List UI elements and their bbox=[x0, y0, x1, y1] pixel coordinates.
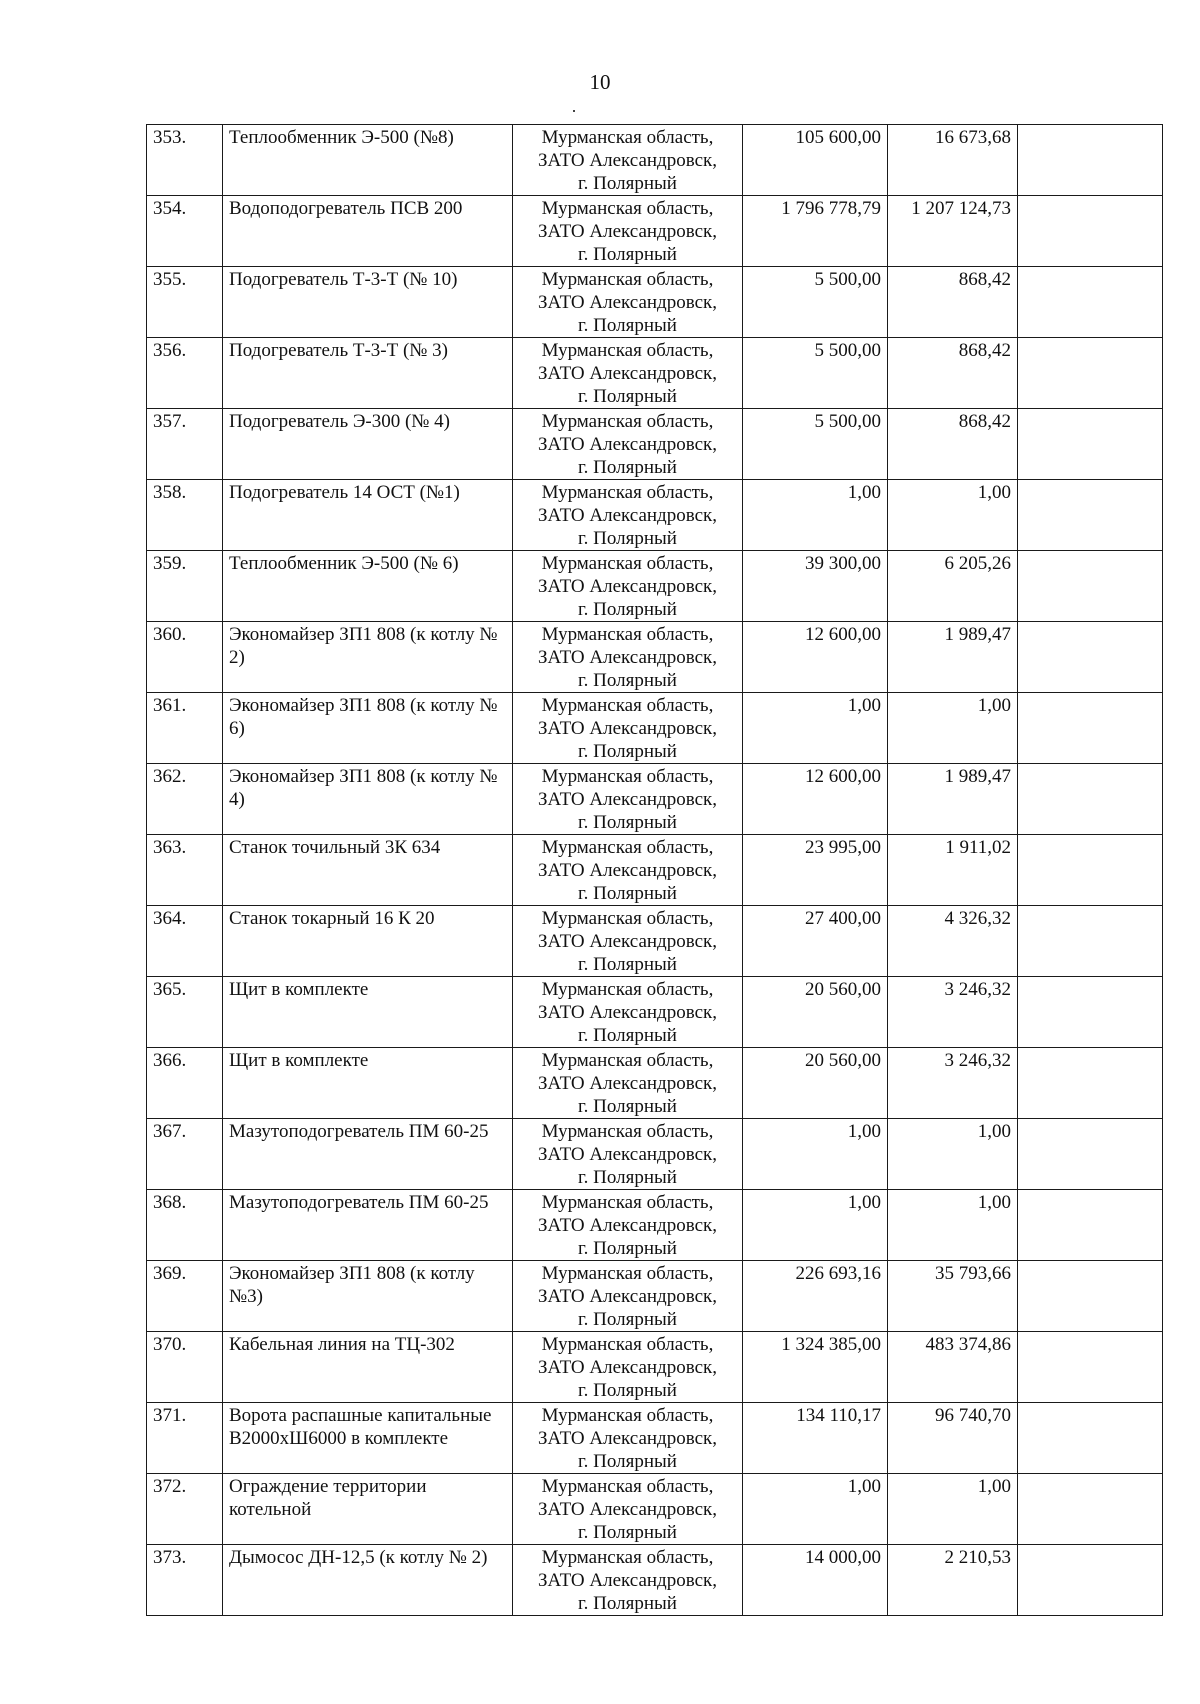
table-row bbox=[147, 409, 1163, 480]
row-number: 372. bbox=[147, 1474, 223, 1545]
address-line: Мурманская область, bbox=[541, 1334, 714, 1355]
row-number: 356. bbox=[147, 338, 223, 409]
note-cell bbox=[1018, 1190, 1163, 1261]
item-address bbox=[513, 906, 743, 977]
table-row bbox=[147, 1474, 1163, 1545]
scan-mark bbox=[573, 110, 575, 112]
row-number: 360. bbox=[147, 622, 223, 693]
address-line: г. Полярный bbox=[578, 457, 677, 478]
address-line: ЗАТО Александровск, bbox=[538, 1357, 717, 1378]
address-line: ЗАТО Александровск, bbox=[538, 860, 717, 881]
address-line: Мурманская область, bbox=[541, 1192, 714, 1213]
table-row bbox=[147, 1261, 1163, 1332]
item-address bbox=[513, 1332, 743, 1403]
item-address bbox=[513, 835, 743, 906]
table-row bbox=[147, 267, 1163, 338]
book-value: 12 600,00 bbox=[743, 622, 888, 693]
address-line: ЗАТО Александровск, bbox=[538, 1002, 717, 1023]
address-line: Мурманская область, bbox=[541, 1263, 714, 1284]
row-number: 355. bbox=[147, 267, 223, 338]
row-number: 358. bbox=[147, 480, 223, 551]
row-number: 361. bbox=[147, 693, 223, 764]
item-name: Ворота распашные капитальные В2000хШ6000 в комплекте bbox=[223, 1403, 513, 1474]
book-value: 5 500,00 bbox=[743, 409, 888, 480]
table-row bbox=[147, 551, 1163, 622]
item-name: Подогреватель Т-3-Т (№ 3) bbox=[223, 338, 513, 409]
address-line: г. Полярный bbox=[578, 173, 677, 194]
address-line: ЗАТО Александровск, bbox=[538, 1499, 717, 1520]
residual-value: 868,42 bbox=[888, 409, 1018, 480]
address-line: ЗАТО Александровск, bbox=[538, 150, 717, 171]
residual-value: 6 205,26 bbox=[888, 551, 1018, 622]
row-number: 370. bbox=[147, 1332, 223, 1403]
address-line: г. Полярный bbox=[578, 1380, 677, 1401]
address-line: Мурманская область, bbox=[541, 1050, 714, 1071]
item-address bbox=[513, 125, 743, 196]
item-address bbox=[513, 1545, 743, 1616]
item-name: Мазутоподогреватель ПМ 60-25 bbox=[223, 1119, 513, 1190]
address-line: г. Полярный bbox=[578, 1451, 677, 1472]
residual-value: 3 246,32 bbox=[888, 977, 1018, 1048]
item-name: Щит в комплекте bbox=[223, 977, 513, 1048]
address-line: г. Полярный bbox=[578, 670, 677, 691]
residual-value: 4 326,32 bbox=[888, 906, 1018, 977]
item-address bbox=[513, 1048, 743, 1119]
item-address bbox=[513, 1261, 743, 1332]
row-number: 365. bbox=[147, 977, 223, 1048]
row-number: 357. bbox=[147, 409, 223, 480]
item-address bbox=[513, 1474, 743, 1545]
item-address bbox=[513, 1190, 743, 1261]
table-row bbox=[147, 196, 1163, 267]
note-cell bbox=[1018, 693, 1163, 764]
row-number: 366. bbox=[147, 1048, 223, 1119]
residual-value: 2 210,53 bbox=[888, 1545, 1018, 1616]
address-line: ЗАТО Александровск, bbox=[538, 221, 717, 242]
address-line: Мурманская область, bbox=[541, 624, 714, 645]
note-cell bbox=[1018, 551, 1163, 622]
book-value: 20 560,00 bbox=[743, 977, 888, 1048]
table-row bbox=[147, 1190, 1163, 1261]
address-line: г. Полярный bbox=[578, 1238, 677, 1259]
item-name: Подогреватель Т-3-Т (№ 10) bbox=[223, 267, 513, 338]
book-value: 1,00 bbox=[743, 1119, 888, 1190]
address-line: ЗАТО Александровск, bbox=[538, 505, 717, 526]
row-number: 368. bbox=[147, 1190, 223, 1261]
address-line: Мурманская область, bbox=[541, 1476, 714, 1497]
address-line: Мурманская область, bbox=[541, 340, 714, 361]
address-line: ЗАТО Александровск, bbox=[538, 931, 717, 952]
item-address bbox=[513, 1119, 743, 1190]
note-cell bbox=[1018, 835, 1163, 906]
address-line: ЗАТО Александровск, bbox=[538, 1073, 717, 1094]
table-body bbox=[147, 125, 1163, 1616]
table-row bbox=[147, 622, 1163, 693]
table-row bbox=[147, 480, 1163, 551]
item-address bbox=[513, 196, 743, 267]
residual-value: 1 207 124,73 bbox=[888, 196, 1018, 267]
address-line: ЗАТО Александровск, bbox=[538, 576, 717, 597]
note-cell bbox=[1018, 1119, 1163, 1190]
address-line: г. Полярный bbox=[578, 812, 677, 833]
address-line: ЗАТО Александровск, bbox=[538, 1215, 717, 1236]
address-line: г. Полярный bbox=[578, 599, 677, 620]
note-cell bbox=[1018, 338, 1163, 409]
book-value: 5 500,00 bbox=[743, 267, 888, 338]
book-value: 39 300,00 bbox=[743, 551, 888, 622]
item-name: Ограждение территории котельной bbox=[223, 1474, 513, 1545]
item-name: Экономайзер ЗП1 808 (к котлу № 2) bbox=[223, 622, 513, 693]
row-number: 373. bbox=[147, 1545, 223, 1616]
address-line: г. Полярный bbox=[578, 954, 677, 975]
row-number: 359. bbox=[147, 551, 223, 622]
item-name: Подогреватель Э-300 (№ 4) bbox=[223, 409, 513, 480]
address-line: Мурманская область, bbox=[541, 979, 714, 1000]
note-cell bbox=[1018, 1545, 1163, 1616]
table-row bbox=[147, 1403, 1163, 1474]
table-row bbox=[147, 977, 1163, 1048]
address-line: ЗАТО Александровск, bbox=[538, 718, 717, 739]
residual-value: 96 740,70 bbox=[888, 1403, 1018, 1474]
item-name: Щит в комплекте bbox=[223, 1048, 513, 1119]
table-row bbox=[147, 1332, 1163, 1403]
address-line: Мурманская область, bbox=[541, 1121, 714, 1142]
item-name: Дымосос ДН-12,5 (к котлу № 2) bbox=[223, 1545, 513, 1616]
book-value: 1,00 bbox=[743, 1474, 888, 1545]
address-line: Мурманская область, bbox=[541, 198, 714, 219]
address-line: Мурманская область, bbox=[541, 127, 714, 148]
address-line: Мурманская область, bbox=[541, 482, 714, 503]
note-cell bbox=[1018, 1332, 1163, 1403]
item-address bbox=[513, 622, 743, 693]
table-row bbox=[147, 835, 1163, 906]
address-line: г. Полярный bbox=[578, 528, 677, 549]
book-value: 1 324 385,00 bbox=[743, 1332, 888, 1403]
book-value: 5 500,00 bbox=[743, 338, 888, 409]
residual-value: 868,42 bbox=[888, 267, 1018, 338]
item-name: Мазутоподогреватель ПМ 60-25 bbox=[223, 1190, 513, 1261]
address-line: Мурманская область, bbox=[541, 269, 714, 290]
note-cell bbox=[1018, 906, 1163, 977]
row-number: 364. bbox=[147, 906, 223, 977]
item-name: Кабельная линия на ТЦ-302 bbox=[223, 1332, 513, 1403]
address-line: г. Полярный bbox=[578, 315, 677, 336]
address-line: ЗАТО Александровск, bbox=[538, 1570, 717, 1591]
address-line: ЗАТО Александровск, bbox=[538, 1144, 717, 1165]
note-cell bbox=[1018, 764, 1163, 835]
address-line: г. Полярный bbox=[578, 1096, 677, 1117]
item-name: Теплообменник Э-500 (№8) bbox=[223, 125, 513, 196]
table-row bbox=[147, 1545, 1163, 1616]
item-address bbox=[513, 764, 743, 835]
residual-value: 16 673,68 bbox=[888, 125, 1018, 196]
book-value: 12 600,00 bbox=[743, 764, 888, 835]
residual-value: 1,00 bbox=[888, 480, 1018, 551]
book-value: 23 995,00 bbox=[743, 835, 888, 906]
note-cell bbox=[1018, 1474, 1163, 1545]
address-line: ЗАТО Александровск, bbox=[538, 789, 717, 810]
row-number: 367. bbox=[147, 1119, 223, 1190]
row-number: 363. bbox=[147, 835, 223, 906]
note-cell bbox=[1018, 977, 1163, 1048]
book-value: 105 600,00 bbox=[743, 125, 888, 196]
book-value: 27 400,00 bbox=[743, 906, 888, 977]
table-row bbox=[147, 125, 1163, 196]
property-registry-table bbox=[146, 124, 1163, 1616]
book-value: 1,00 bbox=[743, 693, 888, 764]
table-row bbox=[147, 1048, 1163, 1119]
book-value: 14 000,00 bbox=[743, 1545, 888, 1616]
address-line: г. Полярный bbox=[578, 386, 677, 407]
address-line: Мурманская область, bbox=[541, 766, 714, 787]
book-value: 134 110,17 bbox=[743, 1403, 888, 1474]
note-cell bbox=[1018, 125, 1163, 196]
table-row bbox=[147, 693, 1163, 764]
residual-value: 1,00 bbox=[888, 693, 1018, 764]
row-number: 353. bbox=[147, 125, 223, 196]
residual-value: 1,00 bbox=[888, 1474, 1018, 1545]
residual-value: 1,00 bbox=[888, 1119, 1018, 1190]
book-value: 1 796 778,79 bbox=[743, 196, 888, 267]
address-line: Мурманская область, bbox=[541, 1547, 714, 1568]
address-line: г. Полярный bbox=[578, 883, 677, 904]
item-address bbox=[513, 480, 743, 551]
book-value: 1,00 bbox=[743, 1190, 888, 1261]
address-line: Мурманская область, bbox=[541, 553, 714, 574]
item-address bbox=[513, 977, 743, 1048]
item-name: Экономайзер ЗП1 808 (к котлу № 6) bbox=[223, 693, 513, 764]
address-line: ЗАТО Александровск, bbox=[538, 292, 717, 313]
item-name: Экономайзер ЗП1 808 (к котлу №3) bbox=[223, 1261, 513, 1332]
address-line: ЗАТО Александровск, bbox=[538, 1286, 717, 1307]
address-line: ЗАТО Александровск, bbox=[538, 434, 717, 455]
residual-value: 1 989,47 bbox=[888, 764, 1018, 835]
note-cell bbox=[1018, 1403, 1163, 1474]
item-address bbox=[513, 338, 743, 409]
note-cell bbox=[1018, 1048, 1163, 1119]
item-name: Станок токарный 16 К 20 bbox=[223, 906, 513, 977]
note-cell bbox=[1018, 267, 1163, 338]
table-row bbox=[147, 338, 1163, 409]
item-address bbox=[513, 267, 743, 338]
item-name: Подогреватель 14 ОСТ (№1) bbox=[223, 480, 513, 551]
item-name: Станок точильный 3К 634 bbox=[223, 835, 513, 906]
item-address bbox=[513, 409, 743, 480]
address-line: ЗАТО Александровск, bbox=[538, 1428, 717, 1449]
residual-value: 3 246,32 bbox=[888, 1048, 1018, 1119]
residual-value: 868,42 bbox=[888, 338, 1018, 409]
address-line: г. Полярный bbox=[578, 741, 677, 762]
table-row bbox=[147, 764, 1163, 835]
address-line: ЗАТО Александровск, bbox=[538, 647, 717, 668]
book-value: 1,00 bbox=[743, 480, 888, 551]
table-row bbox=[147, 906, 1163, 977]
item-address bbox=[513, 693, 743, 764]
address-line: г. Полярный bbox=[578, 1025, 677, 1046]
table-row bbox=[147, 1119, 1163, 1190]
row-number: 369. bbox=[147, 1261, 223, 1332]
page-number: 10 bbox=[589, 70, 611, 94]
address-line: г. Полярный bbox=[578, 1309, 677, 1330]
residual-value: 35 793,66 bbox=[888, 1261, 1018, 1332]
book-value: 20 560,00 bbox=[743, 1048, 888, 1119]
residual-value: 1 911,02 bbox=[888, 835, 1018, 906]
address-line: ЗАТО Александровск, bbox=[538, 363, 717, 384]
row-number: 354. bbox=[147, 196, 223, 267]
note-cell bbox=[1018, 409, 1163, 480]
item-name: Водоподогреватель ПСВ 200 bbox=[223, 196, 513, 267]
address-line: г. Полярный bbox=[578, 1167, 677, 1188]
note-cell bbox=[1018, 1261, 1163, 1332]
residual-value: 1 989,47 bbox=[888, 622, 1018, 693]
address-line: Мурманская область, bbox=[541, 837, 714, 858]
item-name: Экономайзер ЗП1 808 (к котлу № 4) bbox=[223, 764, 513, 835]
address-line: Мурманская область, bbox=[541, 695, 714, 716]
row-number: 371. bbox=[147, 1403, 223, 1474]
address-line: г. Полярный bbox=[578, 1522, 677, 1543]
note-cell bbox=[1018, 622, 1163, 693]
item-name: Теплообменник Э-500 (№ 6) bbox=[223, 551, 513, 622]
residual-value: 483 374,86 bbox=[888, 1332, 1018, 1403]
note-cell bbox=[1018, 480, 1163, 551]
address-line: г. Полярный bbox=[578, 244, 677, 265]
note-cell bbox=[1018, 196, 1163, 267]
address-line: Мурманская область, bbox=[541, 908, 714, 929]
address-line: Мурманская область, bbox=[541, 1405, 714, 1426]
item-address bbox=[513, 551, 743, 622]
book-value: 226 693,16 bbox=[743, 1261, 888, 1332]
item-address bbox=[513, 1403, 743, 1474]
address-line: г. Полярный bbox=[578, 1593, 677, 1614]
address-line: Мурманская область, bbox=[541, 411, 714, 432]
row-number: 362. bbox=[147, 764, 223, 835]
residual-value: 1,00 bbox=[888, 1190, 1018, 1261]
